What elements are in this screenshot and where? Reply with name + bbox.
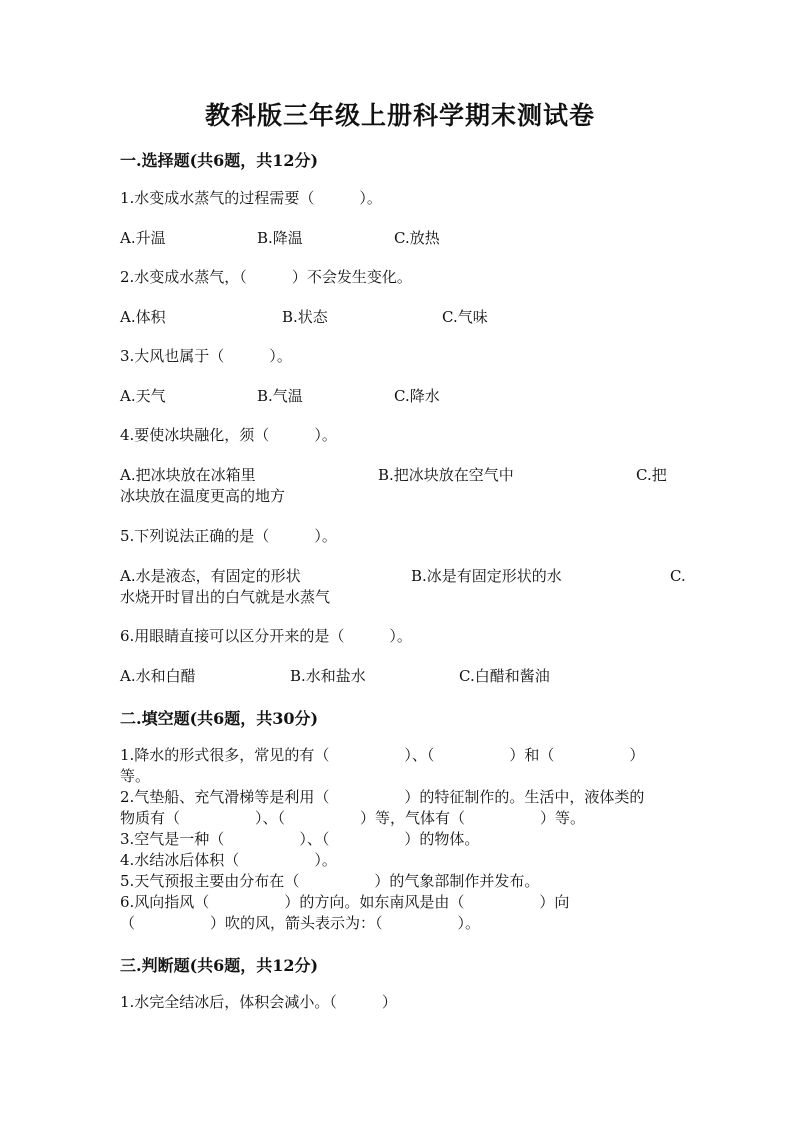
- fill-line-3: 2.气垫船、充气滑梯等是利用（ ）的特征制作的。生活中，液体类的: [120, 788, 645, 806]
- fill-line-9: （ ）吹的风，箭头表示为：（ ）。: [120, 914, 481, 932]
- section-heading-true-false: 三.判断题(共6题，共12分): [120, 956, 319, 975]
- question-3-option-c: C.降水: [394, 387, 440, 405]
- question-4-stem: 4.要使冰块融化，须（ ）。: [120, 426, 337, 444]
- question-6-option-a: A.水和白醋: [120, 667, 196, 685]
- question-1-option-b: B.降温: [257, 229, 303, 247]
- question-3-stem: 3.大风也属于（ ）。: [120, 347, 292, 365]
- question-2-option-c: C.气味: [442, 308, 488, 326]
- fill-line-5: 3.空气是一种（ ）、（ ）的物体。: [120, 830, 480, 848]
- question-5-option-c: C.: [670, 567, 686, 585]
- question-5-stem: 5.下列说法正确的是（ ）。: [120, 527, 337, 545]
- section-heading-choice: 一.选择题(共6题，共12分): [120, 151, 319, 170]
- question-4-option-c: C.把: [636, 466, 667, 484]
- question-6-option-b: B.水和盐水: [290, 667, 366, 685]
- question-3-option-a: A.天气: [120, 387, 166, 405]
- question-1-option-c: C.放热: [394, 229, 440, 247]
- question-5-option-c-continued: 水烧开时冒出的白气就是水蒸气: [120, 588, 331, 606]
- question-3-option-b: B.气温: [257, 387, 303, 405]
- section-heading-fill-blank: 二.填空题(共6题，共30分): [120, 709, 319, 728]
- question-5-option-b: B.冰是有固定形状的水: [411, 567, 562, 585]
- fill-line-4: 物质有（ ）、（ ）等，气体有（ ）等。: [120, 809, 586, 827]
- question-2-option-b: B.状态: [282, 308, 328, 326]
- fill-line-1: 1.降水的形式很多，常见的有（ ）、（ ）和（ ）: [120, 746, 645, 764]
- fill-line-2: 等。: [120, 767, 151, 785]
- fill-line-8: 6.风向指风（ ）的方向。如东南风是由（ ）向: [120, 893, 570, 911]
- fill-line-7: 5.天气预报主要由分布在（ ）的气象部制作并发布。: [120, 872, 540, 890]
- question-4-option-a: A.把冰块放在冰箱里: [120, 466, 256, 484]
- question-6-option-c: C.白醋和酱油: [459, 667, 550, 685]
- question-1-option-a: A.升温: [120, 229, 166, 247]
- question-5-option-a: A.水是液态，有固定的形状: [120, 567, 301, 585]
- question-4-option-b: B.把冰块放在空气中: [378, 466, 514, 484]
- question-4-option-c-continued: 冰块放在温度更高的地方: [120, 487, 286, 505]
- question-1-stem: 1.水变成水蒸气的过程需要（ ）。: [120, 189, 382, 207]
- question-6-stem: 6.用眼睛直接可以区分开来的是（ ）。: [120, 627, 412, 645]
- judge-question-1-stem: 1.水完全结冰后，体积会减小。（ ）: [120, 993, 397, 1011]
- page-title: 教科版三年级上册科学期末测试卷: [204, 101, 595, 130]
- fill-line-6: 4.水结冰后体积（ ）。: [120, 851, 337, 869]
- question-2-stem: 2.水变成水蒸气，（ ）不会发生变化。: [120, 268, 412, 286]
- question-2-option-a: A.体积: [120, 308, 166, 326]
